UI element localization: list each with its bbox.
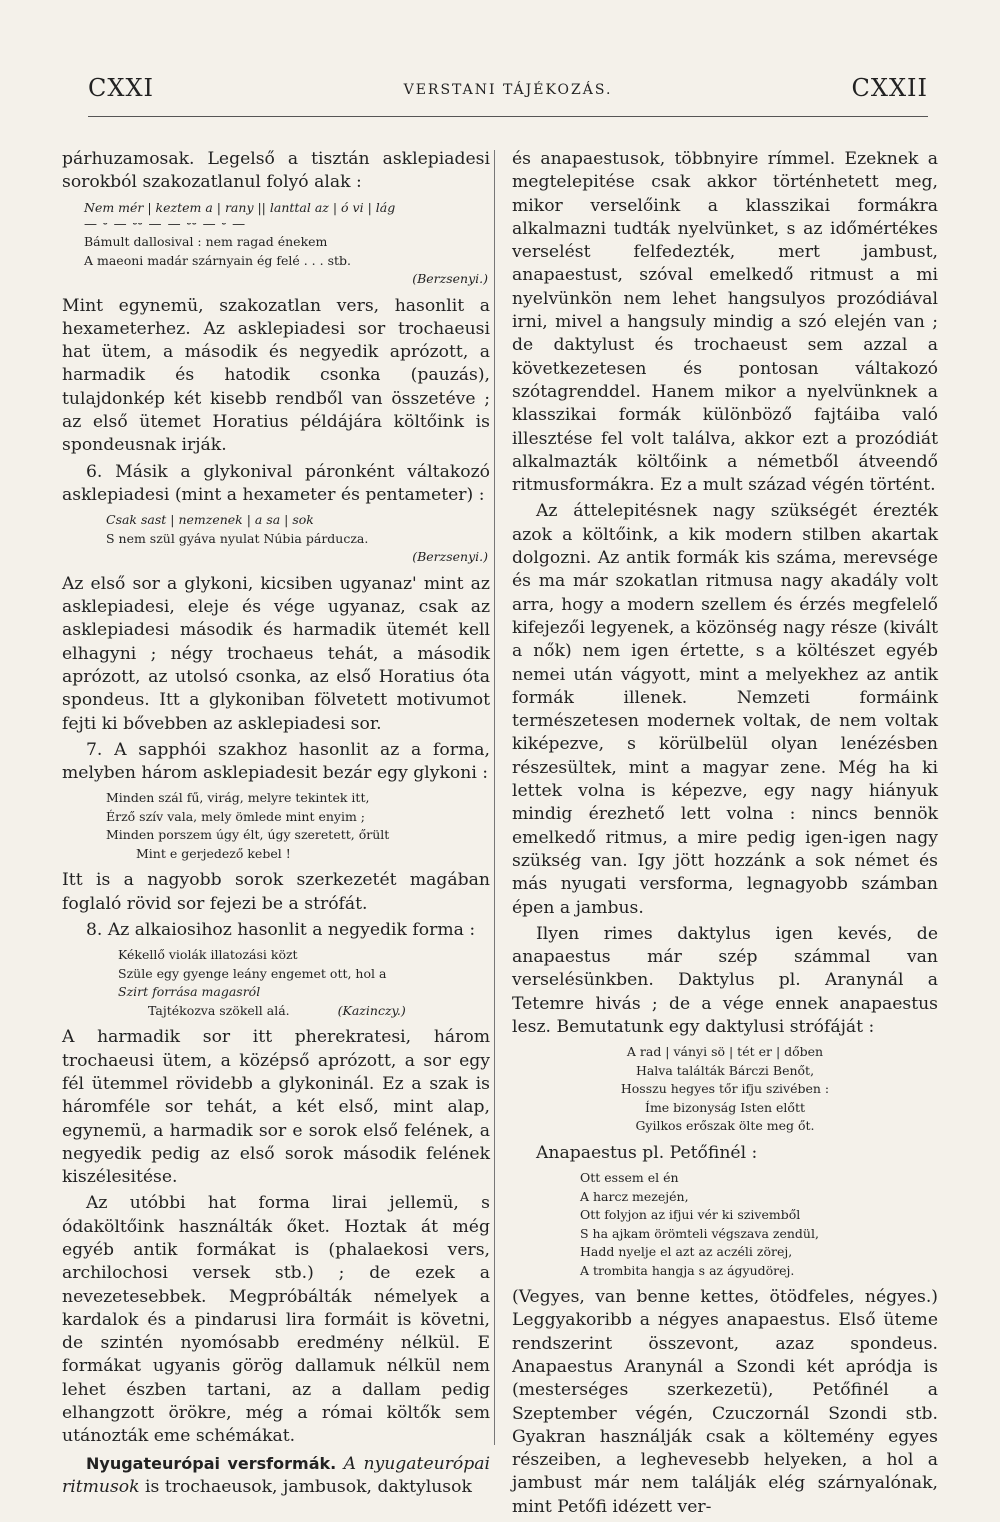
verse-line: Érző szív vala, mely ömlede mint enyim ; bbox=[106, 808, 366, 824]
paragraph: Az áttelepitésnek nagy szükségét érezték azok a költőink, a kik modern stilben akartak dolgozni. Az antik formák kis száma, merevsége és ma már szokatlan ritmusa nagy akadály volt arra, hogy a modern szellem és érzés megfelelő kifejezői legyenek, a közönség nagy része (kivált a nők) nem igen értette, s a költészet egyéb nemei után vágyott, mint a melyekhez az antik formák illenek. Nemzeti formáink természetesen modernek voltak, de nem voltak kiképezve, s körülbelül olyan lenézésben részesültek, mint a magyar zene. Még ha ki lettek volna is képezve, egy nagy hiányuk mindig érezhető lett volna : nincs bennök emelkedő ritmus, a mire pedig igen-igen nagy szükség van. Igy jött hozzánk a sok német és más nyugati versforma, legnagyobb számban épen a jambus. bbox=[512, 501, 938, 918]
verse-line: Íme bizonyság Isten előtt bbox=[645, 1099, 805, 1115]
verse-line-text: Tajtékozva szökell alá. bbox=[148, 1002, 290, 1018]
page-number-left: CXXI bbox=[88, 74, 155, 102]
paragraph: (Vegyes, van benne kettes, ötödfeles, négyes.) Leggyakoribb a négyes anapaestus. Első üteme rendszerint összevont, azaz spondeus. Anapaestus Aranynál a Szondi két apródja is (mesterséges szerkezetü), Petőfinél a Szeptember végén, Czuczornál Szondi stb. Gyakran használják csak a költemény egyes részeiben, a leghevesebb helyeken, a hol a jambust már nem találják elég szárnyalónak, mint Petőfi idézett ver- bbox=[512, 1287, 938, 1517]
paragraph: Ilyen rimes daktylus igen kevés, de anapaestus már szép számmal van verselésünkben. Daktylus pl. Aranynál a Tetemre hivás ; de a vége ennek anapaestus lesz. Bemutatunk egy daktylusi strófáját : bbox=[512, 923, 938, 1037]
verse-line: Csak sast | nemzenek | a sa | sok bbox=[106, 512, 314, 528]
verse-line: Hosszu hegyes tőr ifju szivében : bbox=[620, 1081, 830, 1097]
verse-attribution: (Kazinczy.) bbox=[337, 1002, 406, 1018]
verse-line: Ott folyjon az ifjui vér ki szivemből bbox=[580, 1207, 801, 1223]
verse-block bbox=[512, 1043, 938, 1136]
paragraph: 6. Másik a glykonival páronként váltakozó asklepiadesi (mint a hexameter és pentameter) : bbox=[62, 461, 490, 505]
paragraph: Itt is a nagyobb sorok szerkezetét magában foglaló rövid sor fejezi be a strófát. bbox=[62, 870, 490, 914]
left-column bbox=[62, 148, 490, 1502]
paragraph: párhuzamosak. Legelső a tisztán asklepiadesi sorokból szakozatlanul folyó alak : bbox=[62, 149, 490, 193]
verse-line: S nem szül gyáva nyulat Núbia párducza. bbox=[106, 530, 369, 546]
verse-block bbox=[512, 1169, 938, 1280]
paragraph: 8. Az alkaiosihoz hasonlit a negyedik forma : bbox=[86, 920, 476, 941]
verse-line: Gyilkos erőszak ölte meg őt. bbox=[635, 1118, 815, 1134]
verse-line: A trombita hangja s az ágyudörej. bbox=[580, 1262, 795, 1278]
verse-attribution: (Berzsenyi.) bbox=[412, 271, 488, 287]
section-heading: Nyugateurópai versformák. bbox=[86, 1453, 337, 1473]
verse-line: Kékellő violák illatozási közt bbox=[118, 947, 298, 963]
verse-block bbox=[62, 199, 490, 289]
verse-line: A rad | ványi sö | tét er | dőben bbox=[626, 1044, 824, 1060]
verse-line: A maeoni madár szárnyain ég felé . . . stb. bbox=[84, 252, 351, 268]
paragraph: A harmadik sor itt pherekratesi, három trochaeusi ütem, a középső aprózott, a sor egy fél ütemmel rövidebb a glykoninál. Ez a szak is háromféle sor tehát, a két első, mint alap, egynemü, a harmadik sor e sorok első felének, a negyedik pedig az első sorok második felének kiszélesitése. bbox=[62, 1027, 490, 1188]
verse-block bbox=[62, 511, 490, 567]
meter-scheme: — ⏑ — ⏑⏑ — — ⏑⏑ — ⏑ — bbox=[84, 217, 247, 233]
column-divider bbox=[494, 150, 495, 1445]
verse-line: Minden szál fű, virág, melyre tekintek itt, bbox=[106, 790, 370, 806]
verse-block bbox=[62, 946, 490, 1020]
right-column bbox=[512, 148, 938, 1522]
verse-line: Mint e gerjedező kebel ! bbox=[136, 845, 291, 861]
verse-line: A harcz mezején, bbox=[580, 1188, 689, 1204]
paragraph: 7. A sapphói szakhoz hasonlit az a forma, melyben három asklepiadesit bezár egy glykoni : bbox=[62, 739, 490, 784]
verse-line: Szirt forrása magasról bbox=[118, 984, 261, 1000]
page-number-right: CXXII bbox=[851, 74, 928, 102]
paragraph: Az első sor a glykoni, kicsiben ugyanaz' mint az asklepiadesi, eleje és vége ugyanaz, csak az asklepiadesi második és harmadik ütemét kell elhagyni ; négy trochaeus tehát, a második aprózott, az utolsó csonka, az első Horatius óta spondeus. Itt a glykoniban fölvetett motivumot fejti ki bővebben az asklepiadesi sor. bbox=[62, 573, 490, 734]
verse-line bbox=[62, 1002, 490, 1021]
paragraph: és anapaestusok, többnyire rímmel. Ezeknek a megtelepitése csak akkor történhetett meg, mikor verselőink a klasszikai formákra alkalmazni tudták nyelvünket, s az időmértékes verselést felfedezték, mert jambust, anapaestust, szóval emelkedő ritmust a mi nyelvünkön nem lehet hangsulyos prozódiával irni, mivel a hangsuly mindig a szó elején van ; de daktylust és trochaeust sem azzal a következetesen és pontosan váltakozó szótagrenddel. Hanem mikor a nyelvünknek a klasszikai formák különböző fajtáiba való illesztése fel volt találva, akkor ezt a prozódiát alkalmazták költőink a németből átveendő ritmusformákra. Ez a mult század végén történt. bbox=[512, 149, 938, 496]
verse-block bbox=[62, 789, 490, 863]
verse-line: Bámult dallosival : nem ragad énekem bbox=[84, 234, 328, 250]
paragraph: Az utóbbi hat forma lirai jellemü, s ódaköltőink használták őket. Hoztak át még egyéb antik formákat is (phalaekosi vers, archilochosi versek stb.) ; de ezek a nevezetesebbek. Megpróbálták némelyek a kardalok és a pindarusi lira formáit is követni, de szintén nyomósabb eredmény nélkül. E formákat ugyanis görög dallamuk nélkül nem lehet észben tartani, az a dallam pedig elhangzott örökre, még a római költők sem utánozták eme schémákat. bbox=[62, 1193, 490, 1447]
emphasis: A nyugateurópai ritmusok bbox=[62, 1453, 490, 1497]
paragraph bbox=[62, 1452, 490, 1500]
verse-line: Hadd nyelje el azt az aczéli zörej, bbox=[580, 1244, 793, 1260]
running-title: VERSTANI TÁJÉKOZÁS. bbox=[403, 82, 613, 98]
paragraph: Anapaestus pl. Petőfinél : bbox=[536, 1142, 758, 1163]
paragraph-text: is trochaeusok, jambusok, daktylusok bbox=[139, 1476, 472, 1497]
verse-line: Ott essem el én bbox=[580, 1170, 679, 1186]
verse-line: Halva találták Bárczi Benőt, bbox=[635, 1062, 815, 1078]
verse-attribution: (Berzsenyi.) bbox=[412, 549, 488, 565]
paragraph: Mint egynemü, szakozatlan vers, hasonlit a hexameterhez. Az asklepiadesi sor trochaeusi hat ütem, a második és negyedik aprózott, a harmadik és hatodik csonka (pauzás), tulajdonkép két kisebb rendből van összetéve ; az első ütemet Horatius példájára költőink is spondeusnak irják. bbox=[62, 295, 490, 456]
verse-line: Nem mér | keztem a | rany || lanttal az | ó vi | lág bbox=[84, 199, 396, 215]
verse-line: S ha ajkam örömteli végszava zendül, bbox=[580, 1225, 819, 1241]
page-header bbox=[88, 72, 928, 117]
verse-line: Minden porszem úgy élt, úgy szeretett, őrült bbox=[106, 827, 390, 843]
verse-line: Szüle egy gyenge leány engemet ott, hol a bbox=[118, 965, 387, 981]
